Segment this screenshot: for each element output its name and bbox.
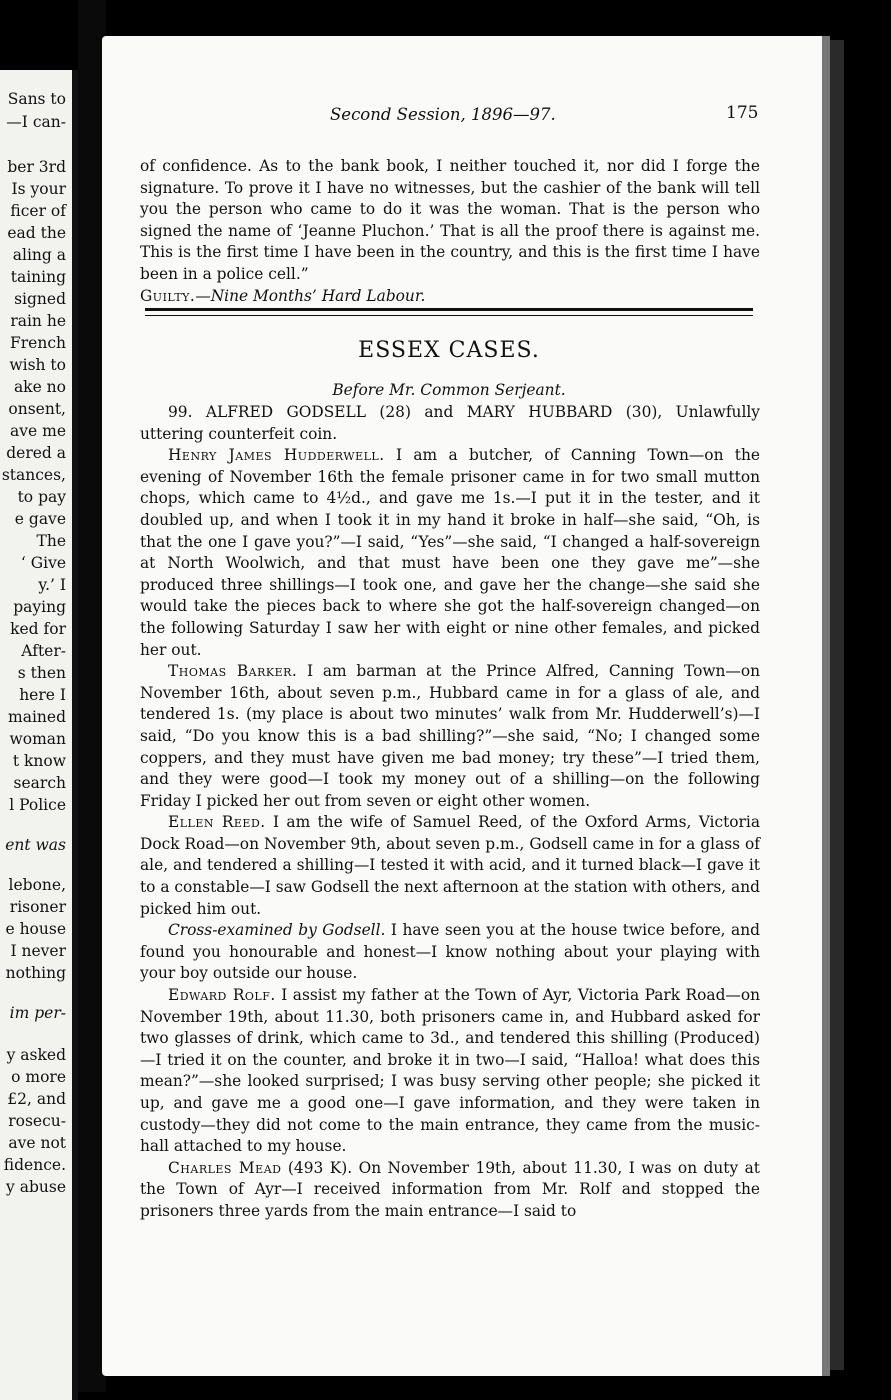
left-page-line: ead the: [7, 224, 66, 242]
testimony-paragraph: [140, 812, 760, 920]
witness-name: Thomas Barker.: [168, 662, 298, 681]
left-page-line: —I can-: [6, 113, 66, 131]
left-page-line: im per-: [9, 1004, 66, 1022]
court-heading: Before Mr. Common Serjeant.: [332, 381, 566, 399]
testimony-text: I am a butcher, of Canning Town—on the evening of November 16th the female prisoner came in for two small mutton chops, which came to 4½d., and gave me 1s.—I put it in the tester, and it doubled up, and when I took it in my hand it broke in half—she said, “Oh, is that the one I gave you?”—I said, “Yes”—she said, “I changed a half-sovereign at North Woolwich, and that must have been one they gave me”—she produced three shillings—I took one, and gave her the change—she said she would take the pieces back to where she got the half-sovereign changed—on the following Saturday I saw her with eight or nine other females, and picked her out.: [140, 446, 761, 659]
testimonies: [140, 445, 760, 1222]
left-page-line: woman: [9, 730, 66, 748]
running-head: Second Session, 1896—97.: [330, 105, 556, 124]
left-page-line: fidence.: [3, 1156, 66, 1174]
left-page-line: o more: [11, 1068, 66, 1086]
rule-thick: [145, 308, 753, 311]
page-number: 175: [726, 103, 759, 123]
testimony-text: On November 19th, about 11.30, I was on duty at the Town of Ayr—I received information from Mr. Rolf and stopped the prisoners three yards from the main entrance—I said to: [140, 1158, 760, 1220]
left-page-line: ave not: [8, 1134, 66, 1152]
witness-name: Charles Mead: [168, 1158, 282, 1177]
section-title: ESSEX CASES.: [358, 338, 540, 363]
witness-name: Ellen Reed.: [168, 813, 266, 832]
left-page-line: rosecu-: [8, 1112, 66, 1130]
left-page-line: y abuse: [6, 1178, 66, 1196]
left-page-line: wish to: [9, 356, 66, 374]
left-page-line: here I: [19, 686, 66, 704]
left-page-line: risoner: [9, 898, 66, 916]
page-edge: [830, 40, 844, 1370]
testimony-paragraph: [140, 661, 760, 812]
left-page-line: ent was: [5, 836, 66, 854]
left-page-line: paying: [13, 598, 66, 616]
left-page-fragment: [0, 70, 78, 1400]
continuation-paragraph: of confidence. As to the bank book, I neither touched it, nor did I forge the signature. To prove it I have no witnesses, but the cashier of the bank will tell you the person who came to do it was the woman. That is the person who signed the name of ‘Jeanne Pluchon.’ That is all the proof there is against me. This is the first time I have been in the country, and this is the first time I have been in a police cell.”: [140, 157, 760, 283]
left-page-line: ave me: [10, 422, 66, 440]
left-page-line: to pay: [17, 488, 66, 506]
left-page-line: t know: [12, 752, 66, 770]
testimony-paragraph: [140, 445, 760, 661]
continuation-block: [140, 156, 760, 307]
verdict-label: Guilty.: [140, 286, 196, 305]
left-page-line: signed: [14, 290, 66, 308]
case-block: [140, 402, 760, 1223]
verdict: [140, 286, 760, 308]
left-page-line: mained: [8, 708, 66, 726]
left-page-line: onsent,: [8, 400, 66, 418]
left-page-line: ber 3rd: [7, 158, 66, 176]
left-page-line: lebone,: [8, 876, 66, 894]
left-page-line: After-: [21, 642, 66, 660]
left-page-line: search: [13, 774, 66, 792]
left-page-line: y.’ I: [38, 576, 66, 594]
page-edge-shadow: [822, 36, 830, 1376]
left-page-line: e gave: [14, 510, 66, 528]
rule-thin: [145, 315, 753, 316]
left-page-line: The: [36, 532, 66, 550]
left-page-line: e house: [5, 920, 66, 938]
testimony-text: I am barman at the Prince Alfred, Canning Town—on November 16th, about seven p.m., Hubbard came in for a glass of ale, and tendered 1s. (my place is about two minutes’ walk from Mr. Hudderwell’s)—I said, “Do you know this is a bad shilling?”—she said, “No; I changed some coppers, and they must have given me bad money; try these”—I tried them, and they were good—I took my money out of a shilling—on the following Friday I picked her out from seven or eight other women.: [140, 662, 760, 810]
left-page-line: dered a: [6, 444, 66, 462]
testimony-text: I assist my father at the Town of Ayr, Victoria Park Road—on November 19th, about 11.30, both prisoners came in, and Hubbard asked for two glasses of drink, which came to 3d., and tendered this shilling (Produced)—I tried it on the counter, and broke it in two—I said, “Halloa! what does this mean?”—she looked surprised; I was busy serving other people; she picked it up, and gave me a good one—I gave information, and they were taken in custody—they did not come to the main entrance, they came from the music-hall attached to my house.: [140, 986, 761, 1156]
testimony-paragraph: [140, 920, 760, 985]
testimony-text: I am the wife of Samuel Reed, of the Oxford Arms, Victoria Dock Road—on November 9th, about seven p.m., Godsell came in for a glass of ale, and tendered a shilling—I tested it with acid, and it turned black—I gave it to a constable—I saw Godsell the next afternoon at the station with others, and picked him out.: [140, 813, 760, 918]
witness-number: (493 K).: [281, 1158, 353, 1177]
left-page-line: s then: [17, 664, 66, 682]
witness-name: Edward Rolf.: [168, 986, 276, 1005]
left-page-line: £2, and: [7, 1090, 66, 1108]
left-page-line: l Police: [9, 796, 66, 814]
witness-name: Henry James Hudderwell.: [168, 446, 385, 465]
left-page-line: Sans to: [7, 90, 66, 108]
left-page-line: ‘ Give: [20, 554, 66, 572]
left-page-line: Is your: [11, 180, 66, 198]
left-page-line: French: [10, 334, 66, 352]
left-page-line: aling a: [12, 246, 66, 264]
left-page-line: I never: [10, 942, 66, 960]
left-page-line: ficer of: [10, 202, 66, 220]
left-page-line: ked for: [10, 620, 66, 638]
verdict-sentence: —Nine Months’ Hard Labour.: [195, 286, 426, 305]
testimony-paragraph: [140, 985, 760, 1158]
left-page-line: ake no: [13, 378, 66, 396]
section-rule: [145, 308, 753, 316]
left-page-line: taining: [10, 268, 66, 286]
left-page-line: stances,: [1, 466, 66, 484]
left-page-line: y asked: [6, 1046, 66, 1064]
left-page-line: nothing: [5, 964, 66, 982]
testimony-text: I have seen you at the house twice before, and found you honourable and honest—I know nothing about your playing with your boy outside our house.: [140, 921, 760, 983]
left-page-line: rain he: [10, 312, 66, 330]
testimony-paragraph: [140, 1158, 760, 1223]
case-heading: 99. ALFRED GODSELL (28) and MARY HUBBARD (30), Unlawfully uttering counterfeit coin.: [140, 403, 760, 443]
cross-examination-label: Cross-examined by Godsell.: [168, 921, 386, 940]
